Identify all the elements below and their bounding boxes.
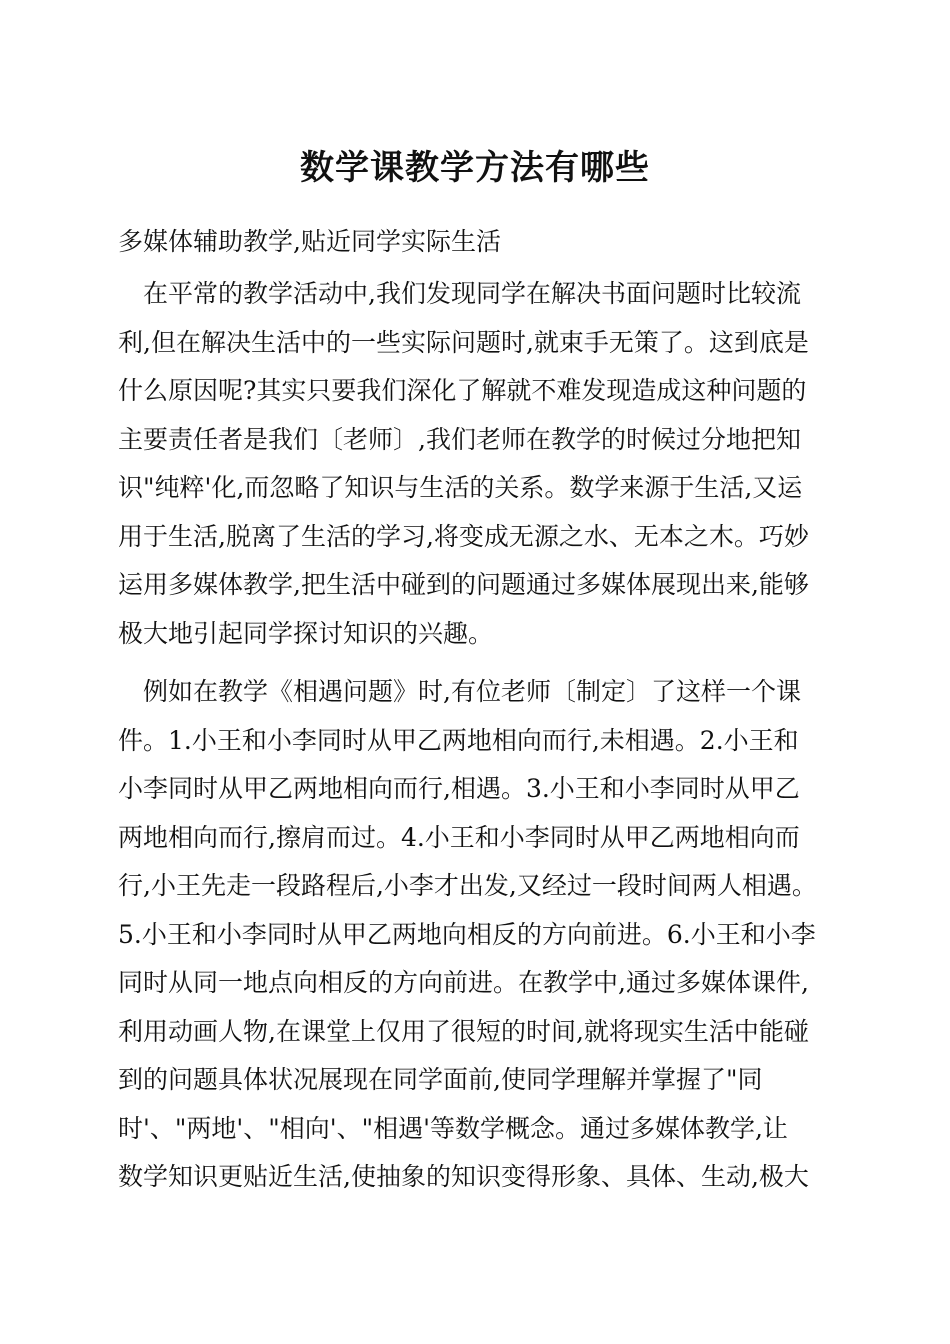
paragraph-line: 运用多媒体教学,把生活中碰到的问题通过多媒体展现出来,能够 — [118, 570, 809, 599]
paragraph-line: 小李同时从甲乙两地相向而行,相遇。3.小王和小李同时从甲乙 — [118, 774, 800, 803]
paragraph-line: 在平常的教学活动中,我们发现同学在解决书面问题时比较流 — [118, 279, 801, 308]
section-subheading: 多媒体辅助教学,贴近同学实际生活 — [118, 227, 501, 256]
paragraph-line: 5.小王和小李同时从甲乙两地向相反的方向前进。6.小王和小李 — [118, 919, 816, 949]
paragraph-line: 利,但在解决生活中的一些实际问题时,就束手无策了。这到底是 — [118, 327, 809, 357]
paragraph-line: 用于生活,脱离了生活的学习,将变成无源之水、无本之木。巧妙 — [118, 521, 809, 551]
paragraph-line: 什么原因呢?其实只要我们深化了解就不难发现造成这种问题的 — [118, 376, 807, 405]
document-title: 数学课教学方法有哪些 — [300, 148, 650, 188]
paragraph-2 — [118, 668, 834, 1202]
paragraph-line: 识"纯粹'化,而忽略了知识与生活的关系。数学来源于生活,又运 — [118, 473, 803, 502]
paragraph-line: 行,小王先走一段路程后,小李才出发,又经过一段时间两人相遇。 — [118, 871, 817, 900]
paragraph-1 — [118, 270, 834, 658]
paragraph-line: 利用动画人物,在课堂上仅用了很短的时间,就将现实生活中能碰 — [118, 1016, 809, 1046]
paragraph-line: 数学知识更贴近生活,使抽象的知识变得形象、具体、生动,极大 — [118, 1162, 809, 1191]
paragraph-line: 极大地引起同学探讨知识的兴趣。 — [118, 618, 494, 648]
paragraph-line: 时'、"两地'、"相向'、"相遇'等数学概念。通过多媒体教学,让 — [118, 1113, 788, 1143]
paragraph-line: 例如在教学《相遇问题》时,有位老师〔制定〕了这样一个课 — [118, 677, 801, 706]
paragraph-line: 件。1.小王和小李同时从甲乙两地相向而行,未相遇。2.小王和 — [118, 725, 799, 755]
paragraph-line: 两地相向而行,擦肩而过。4.小王和小李同时从甲乙两地相向而 — [118, 822, 800, 852]
paragraph-line: 同时从同一地点向相反的方向前进。在教学中,通过多媒体课件, — [118, 968, 809, 997]
paragraph-line: 主要责任者是我们〔老师〕,我们老师在教学的时候过分地把知 — [118, 424, 801, 454]
paragraph-line: 到的问题具体状况展现在同学面前,使同学理解并掌握了"同 — [118, 1065, 763, 1094]
